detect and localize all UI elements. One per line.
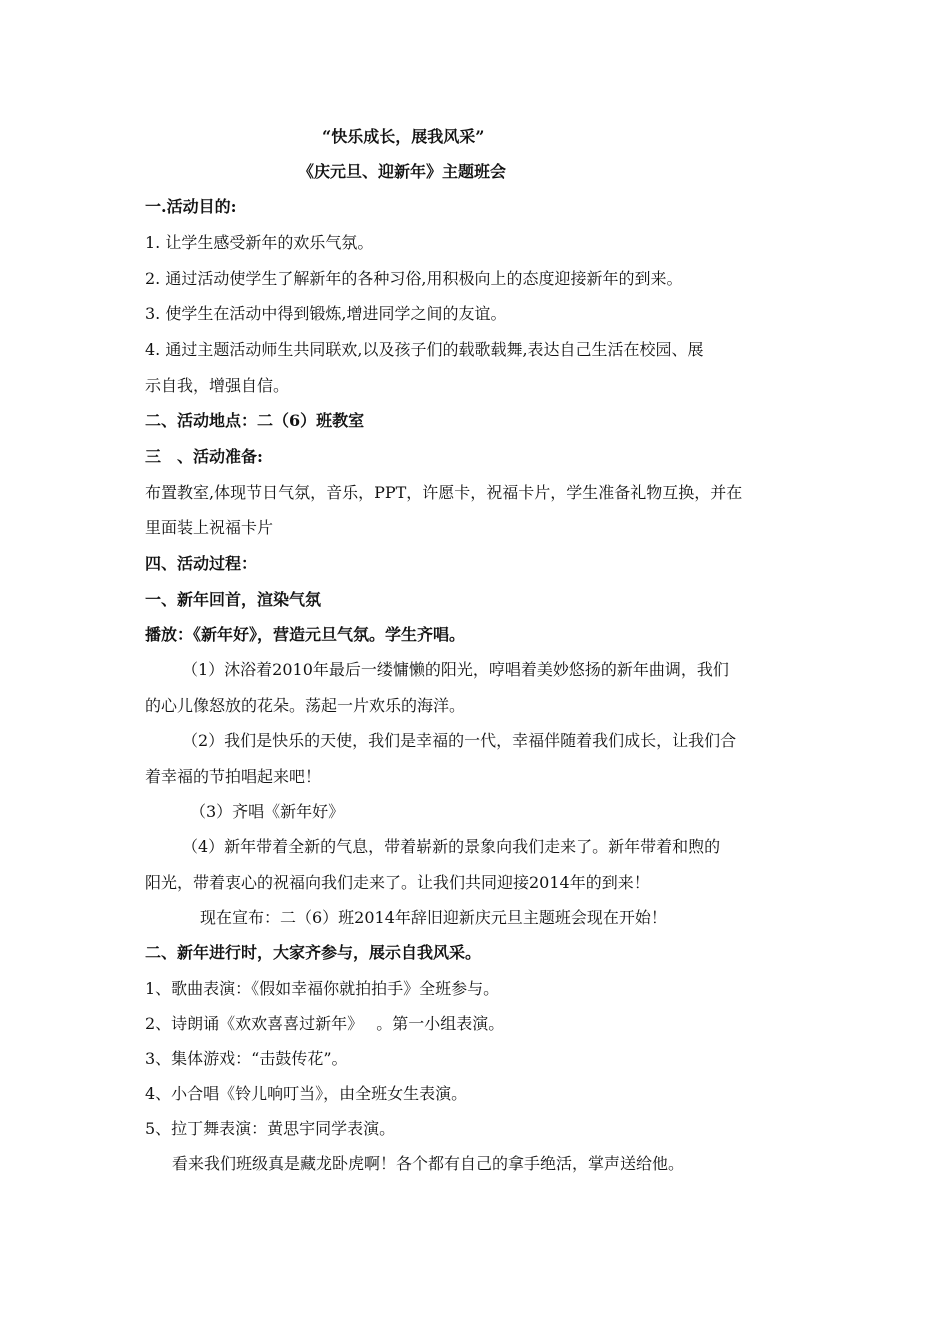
goal-item-4-line-1: 4. 通过主题活动师生共同联欢,以及孩子们的载歌载舞,表达自己生活在校园、展 [145, 340, 704, 359]
section-heading-preparation: 三 、活动准备: [145, 447, 263, 466]
program-item-1: 1、歌曲表演：《假如幸福你就拍拍手》全班参与。 [145, 979, 500, 998]
program-item-3: 3、集体游戏：“击鼓传花”。 [145, 1049, 348, 1068]
play-instruction: 播放：《新年好》，营造元旦气氛。学生齐唱。 [145, 625, 466, 644]
paragraph-4-line-1: （4）新年带着全新的气息，带着崭新的景象向我们走来了。新年带着和煦的 [182, 837, 721, 856]
preparation-line-2: 里面装上祝福卡片 [145, 518, 274, 537]
document-title: “快乐成长，展我风采” [322, 127, 485, 146]
part-heading-1: 一、新年回首，渲染气氛 [145, 590, 322, 609]
program-item-5: 5、拉丁舞表演：黄思宇同学表演。 [145, 1119, 396, 1138]
announcement: 现在宣布：二（6）班2014年辞旧迎新庆元旦主题班会现在开始！ [200, 908, 667, 927]
program-item-4: 4、小合唱《铃儿响叮当》，由全班女生表演。 [145, 1084, 468, 1103]
document-subtitle: 《庆元旦、迎新年》主题班会 [298, 162, 507, 181]
section-heading-purpose: 一.活动目的: [145, 197, 237, 216]
goal-item-4-line-2: 示自我，增强自信。 [145, 376, 290, 395]
paragraph-2-line-2: 着幸福的节拍唱起来吧！ [145, 767, 322, 786]
paragraph-3: （3）齐唱《新年好》 [190, 802, 345, 821]
goal-item-3: 3. 使学生在活动中得到锻炼,增进同学之间的友谊。 [145, 304, 507, 323]
closing-remark: 看来我们班级真是藏龙卧虎啊！各个都有自己的拿手绝活，掌声送给他。 [172, 1154, 685, 1173]
section-heading-location: 二、活动地点：二（6）班教室 [145, 411, 365, 430]
goal-item-2: 2. 通过活动使学生了解新年的各种习俗,用积极向上的态度迎接新年的到来。 [145, 269, 683, 288]
preparation-line-1: 布置教室,体现节日气氛，音乐，PPT，许愿卡，祝福卡片，学生准备礼物互换，并在 [145, 483, 743, 502]
goal-item-1: 1. 让学生感受新年的欢乐气氛。 [145, 233, 374, 252]
paragraph-4-line-2: 阳光，带着衷心的祝福向我们走来了。让我们共同迎接2014年的到来！ [145, 873, 650, 892]
section-heading-process: 四、活动过程： [145, 554, 258, 573]
paragraph-1-line-1: （1）沐浴着2010年最后一缕慵懒的阳光，哼唱着美妙悠扬的新年曲调，我们 [182, 660, 729, 679]
part-heading-2: 二、新年进行时，大家齐参与，展示自我风采。 [145, 943, 482, 962]
program-item-2: 2、诗朗诵《欢欢喜喜过新年》 。第一小组表演。 [145, 1014, 505, 1033]
paragraph-2-line-1: （2）我们是快乐的天使，我们是幸福的一代，幸福伴随着我们成长，让我们合 [182, 731, 737, 750]
paragraph-1-line-2: 的心儿像怒放的花朵。荡起一片欢乐的海洋。 [145, 696, 466, 715]
